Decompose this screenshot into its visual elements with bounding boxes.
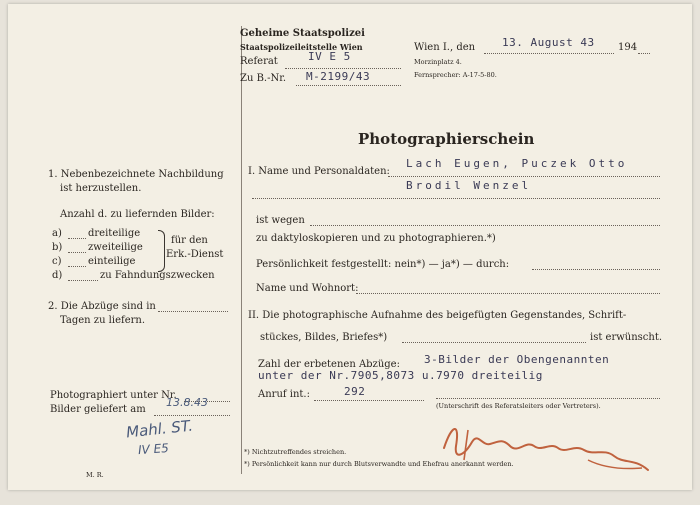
footnote-2: *) Persönlichkeit kann nur durch Blutsverwandte und Ehefrau anerkannt werden.: [244, 460, 514, 468]
footnote-1: *) Nichtzutreffendes streichen.: [244, 448, 347, 456]
delivered-dotted-line: [154, 415, 230, 416]
delivered-handwritten-date: 13.8.43: [166, 396, 208, 409]
option-a-dots: [68, 238, 86, 239]
picture-count-label: Anzahl d. zu liefernden Bilder:: [60, 209, 215, 220]
referat-label: Referat: [240, 56, 278, 67]
document-sheet: [8, 4, 692, 490]
reason-label: zu daktyloskopieren und zu photographieren.*): [256, 233, 496, 244]
option-b-letter: b): [52, 242, 63, 253]
identity-dotted-line: [532, 269, 660, 270]
year-suffix: 194: [618, 42, 638, 53]
option-d-letter: d): [52, 270, 63, 281]
office-phone: Fernsprecher: A-17-5-80.: [414, 71, 497, 79]
days-dotted-line: [158, 311, 228, 312]
section2-line1: II. Die photographische Aufnahme des beigefügten Gegenstandes, Schrift-: [248, 310, 627, 321]
section1-dotted-line1: [388, 176, 660, 177]
city-date-label: Wien I., den: [414, 42, 476, 53]
option-b-dots: [68, 252, 86, 253]
call-dotted-line: [314, 400, 424, 401]
section2-line2-a: stückes, Bildes, Briefes*): [260, 332, 388, 343]
brace-label-line1: für den: [171, 235, 208, 246]
left-item2-line2: Tagen zu liefern.: [60, 315, 146, 326]
handwritten-referat: IV E5: [137, 440, 170, 458]
section1-names-line1: Lach Eugen, Puczek Otto: [406, 157, 628, 170]
referat-value: IV E 5: [308, 50, 351, 63]
year-dotted-line: [638, 53, 650, 54]
office-address: Morzinplatz 4.: [414, 58, 462, 66]
left-item1-line2: ist herzustellen.: [60, 183, 142, 194]
document-title: Photographierschein: [358, 130, 535, 148]
left-item1-line1: 1. Nebenbezeichnete Nachbildung: [48, 169, 224, 180]
option-d-label: zu Fahndungszwecken: [100, 270, 215, 281]
ref-dotted-line: [296, 85, 401, 86]
signature-dotted-line: [436, 398, 660, 399]
option-c-dots: [68, 266, 86, 267]
ref-number-label: Zu B.-Nr.: [240, 73, 287, 84]
ref-number-value: M-2199/43: [306, 70, 371, 83]
section1-label: I. Name und Personaldaten:: [248, 166, 390, 177]
identity-label: Persönlichkeit festgestellt: nein*) — ja*) — durch:: [256, 259, 510, 270]
copies-value-line1: 3-Bilder der Obengenannten: [424, 353, 610, 366]
option-c-label: einteilige: [88, 256, 136, 267]
date-value: 13. August 43: [502, 36, 595, 49]
section2-line2-b: ist erwünscht.: [590, 332, 663, 343]
handwritten-signature: [438, 416, 658, 478]
footer-mark: M. R.: [86, 471, 104, 479]
option-b-label: zweiteilige: [88, 242, 143, 253]
option-d-dots: [68, 280, 98, 281]
referat-dotted-line: [285, 68, 401, 69]
copies-value-line2: unter der Nr.7905,8073 u.7970 dreiteilig: [258, 369, 543, 382]
handwritten-initials: Mahl. ST.: [125, 416, 194, 442]
left-item2-line1: 2. Die Abzüge sind in: [48, 301, 156, 312]
name-address-dotted-line: [356, 293, 660, 294]
wegen-dotted-line: [310, 225, 660, 226]
option-a-label: dreiteilige: [88, 228, 141, 239]
agency-name: Geheime Staatspolizei: [240, 28, 365, 39]
date-dotted-line: [484, 53, 614, 54]
copies-label: Zahl der erbetenen Abzüge:: [258, 359, 400, 370]
section1-names-line2: Brodil Wenzel: [406, 179, 532, 192]
call-value: 292: [344, 385, 366, 398]
delivered-label: Bilder geliefert am: [50, 404, 146, 415]
brace-label-line2: Erk.-Dienst: [166, 249, 224, 260]
column-divider: [241, 26, 242, 474]
option-a-letter: a): [52, 228, 62, 239]
section2-dotted-line: [402, 342, 586, 343]
name-address-label: Name und Wohnort:: [256, 283, 359, 294]
photographed-label: Photographiert unter Nr.: [50, 390, 177, 401]
call-label: Anruf int.:: [258, 389, 310, 400]
wegen-label: ist wegen: [256, 215, 305, 226]
office-name: Staatspolizeileitstelle Wien: [240, 42, 363, 52]
section1-dotted-line2: [252, 198, 660, 199]
options-brace: [158, 230, 165, 272]
option-c-letter: c): [52, 256, 62, 267]
signature-caption: (Unterschrift des Referatsleiters oder Vertreters).: [436, 402, 601, 410]
